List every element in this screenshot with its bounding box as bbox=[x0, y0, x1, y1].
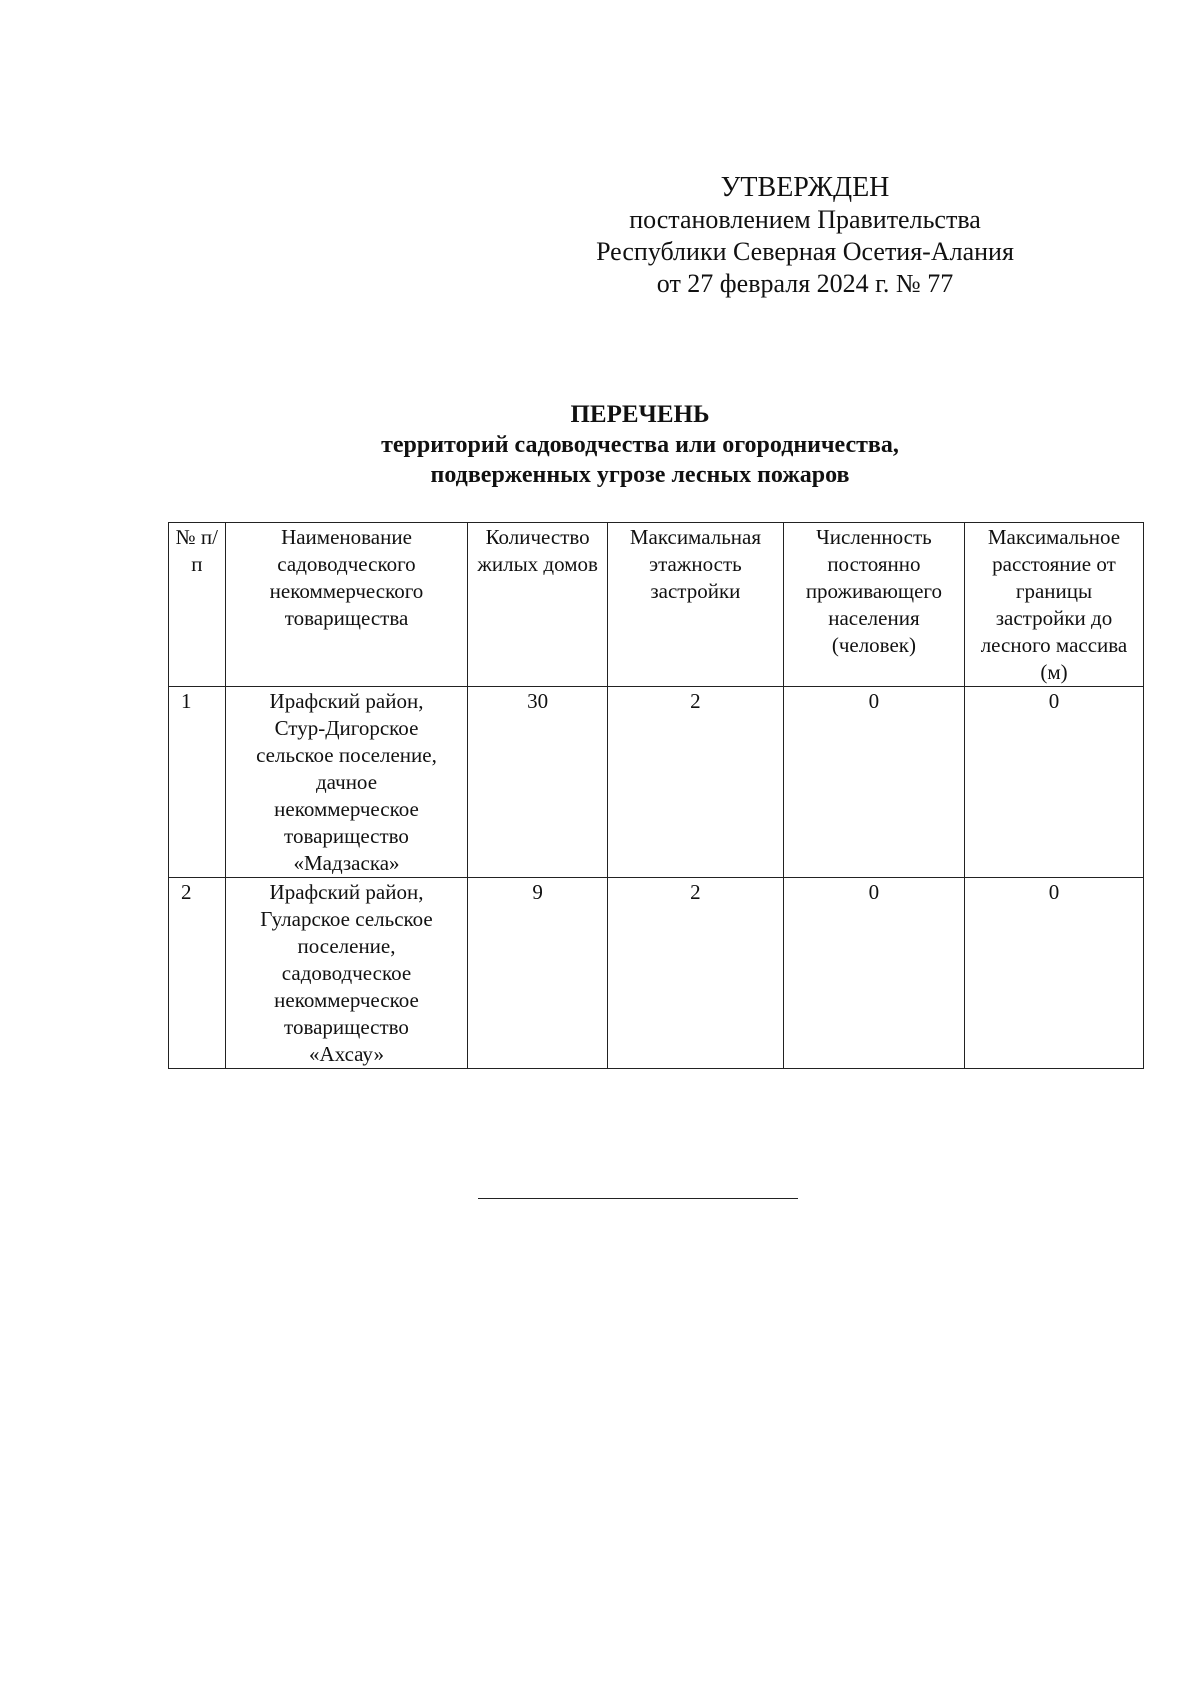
title-subtitle-1: территорий садоводчества или огородничества, bbox=[381, 432, 899, 458]
cell-floors: 2 bbox=[607, 687, 783, 878]
approval-line-1: постановлением Правительства bbox=[629, 205, 981, 234]
cell-name: Ирафский район, Стур-Дигорское сельское поселение, дачное некоммерческое товарищество «Мадзаска» bbox=[225, 687, 468, 878]
end-divider bbox=[478, 1198, 798, 1199]
approval-line-2: Республики Северная Осетия-Алания bbox=[596, 237, 1014, 266]
header-floors: Максимальная этажность застройки bbox=[607, 523, 783, 687]
header-houses: Количество жилых домов bbox=[468, 523, 608, 687]
cell-number: 2 bbox=[169, 878, 226, 1069]
header-number: № п/п bbox=[169, 523, 226, 687]
cell-houses: 9 bbox=[468, 878, 608, 1069]
table-row bbox=[169, 878, 1144, 1069]
title-main: ПЕРЕЧЕНЬ bbox=[570, 401, 710, 428]
cell-population: 0 bbox=[783, 878, 964, 1069]
cell-number: 1 bbox=[169, 687, 226, 878]
header-distance: Максимальное расстояние от границы застройки до лесного массива (м) bbox=[964, 523, 1143, 687]
approval-stamp bbox=[560, 172, 1050, 300]
header-name: Наименование садоводческого некоммерческого товарищества bbox=[225, 523, 468, 687]
cell-distance: 0 bbox=[964, 878, 1143, 1069]
territories-table bbox=[168, 522, 1144, 1069]
document-title bbox=[150, 400, 1130, 490]
table-row bbox=[169, 687, 1144, 878]
table-header-row bbox=[169, 523, 1144, 687]
approval-heading: УТВЕРЖДЕН bbox=[720, 172, 890, 203]
title-subtitle-2: подверженных угрозе лесных пожаров bbox=[430, 462, 850, 488]
cell-population: 0 bbox=[783, 687, 964, 878]
cell-distance: 0 bbox=[964, 687, 1143, 878]
cell-floors: 2 bbox=[607, 878, 783, 1069]
cell-name: Ирафский район, Гуларское сельское поселение, садоводческое некоммерческое товарищество «Ахсау» bbox=[225, 878, 468, 1069]
header-population: Численность постоянно проживающего населения (человек) bbox=[783, 523, 964, 687]
cell-houses: 30 bbox=[468, 687, 608, 878]
approval-line-3: от 27 февраля 2024 г. № 77 bbox=[656, 269, 954, 298]
